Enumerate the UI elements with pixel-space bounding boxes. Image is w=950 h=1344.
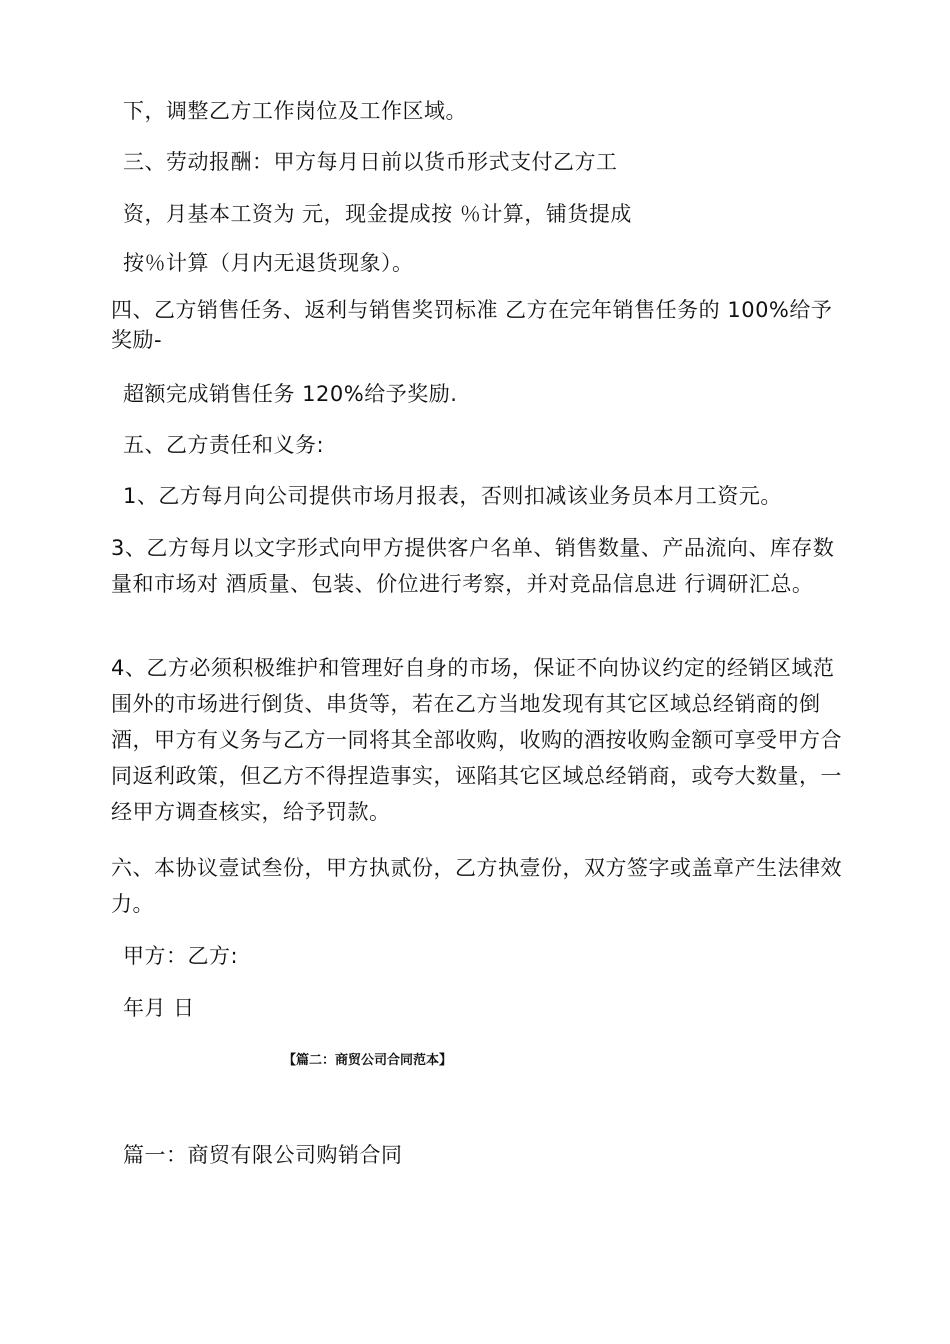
text-line-no-returns: 按％计算（月内无退货现象）。 bbox=[123, 251, 414, 275]
text-line-date: 年月 日 bbox=[123, 996, 195, 1020]
paragraph-market-protection: 4、乙方必须积极维护和管理好自身的市场，保证不向协议约定的经销区域范围外的市场进行倒货、串货等，若在乙方当地发现有其它区域总经销商的倒酒，甲方有义务与乙方一同将其全部收购，收购的酒按收购金额可享受甲方合同返利政策，但乙方不得捏造事实，诬陷其它区域总经销商，或夸大数量，一经甲方调查核实，给予罚款。 bbox=[111, 656, 842, 824]
paragraph-sales-tasks: 四、乙方销售任务、返利与销售奖罚标准 乙方在完年销售任务的 100%给予奖励- bbox=[111, 298, 833, 352]
text-line-monthly-report: 1、乙方每月向公司提供市场月报表，否则扣减该业务员本月工资元。 bbox=[123, 484, 782, 508]
text-line-base-salary: 资，月基本工资为 元，现金提成按 ％计算，铺货提成 bbox=[123, 202, 632, 226]
text-line-signatures: 甲方：乙方: bbox=[123, 944, 239, 968]
paragraph-agreement-copies: 六、本协议壹试叁份，甲方执贰份，乙方执壹份，双方签字或盖章产生法律效力。 bbox=[111, 856, 842, 916]
paragraph-customer-list: 3、乙方每月以文字形式向甲方提供客户名单、销售数量、产品流向、库存数量和市场对 酒质量、包装、价位进行考察，并对竞品信息进 行调研汇总。 bbox=[111, 536, 835, 596]
text-line-adjust-position: 下，调整乙方工作岗位及工作区域。 bbox=[123, 99, 467, 123]
text-line-exceed-task: 超额完成销售任务 120%给予奖励. bbox=[123, 382, 458, 406]
text-line-remuneration: 三、劳动报酬：甲方每月日前以货币形式支付乙方工 bbox=[123, 150, 618, 174]
text-line-duties-heading: 五、乙方责任和义务: bbox=[123, 433, 325, 457]
section-title-part-one: 篇一：商贸有限公司购销合同 bbox=[123, 1143, 403, 1167]
section-title-part-two: 【篇二：商贸公司合同范本】 bbox=[283, 1053, 453, 1068]
